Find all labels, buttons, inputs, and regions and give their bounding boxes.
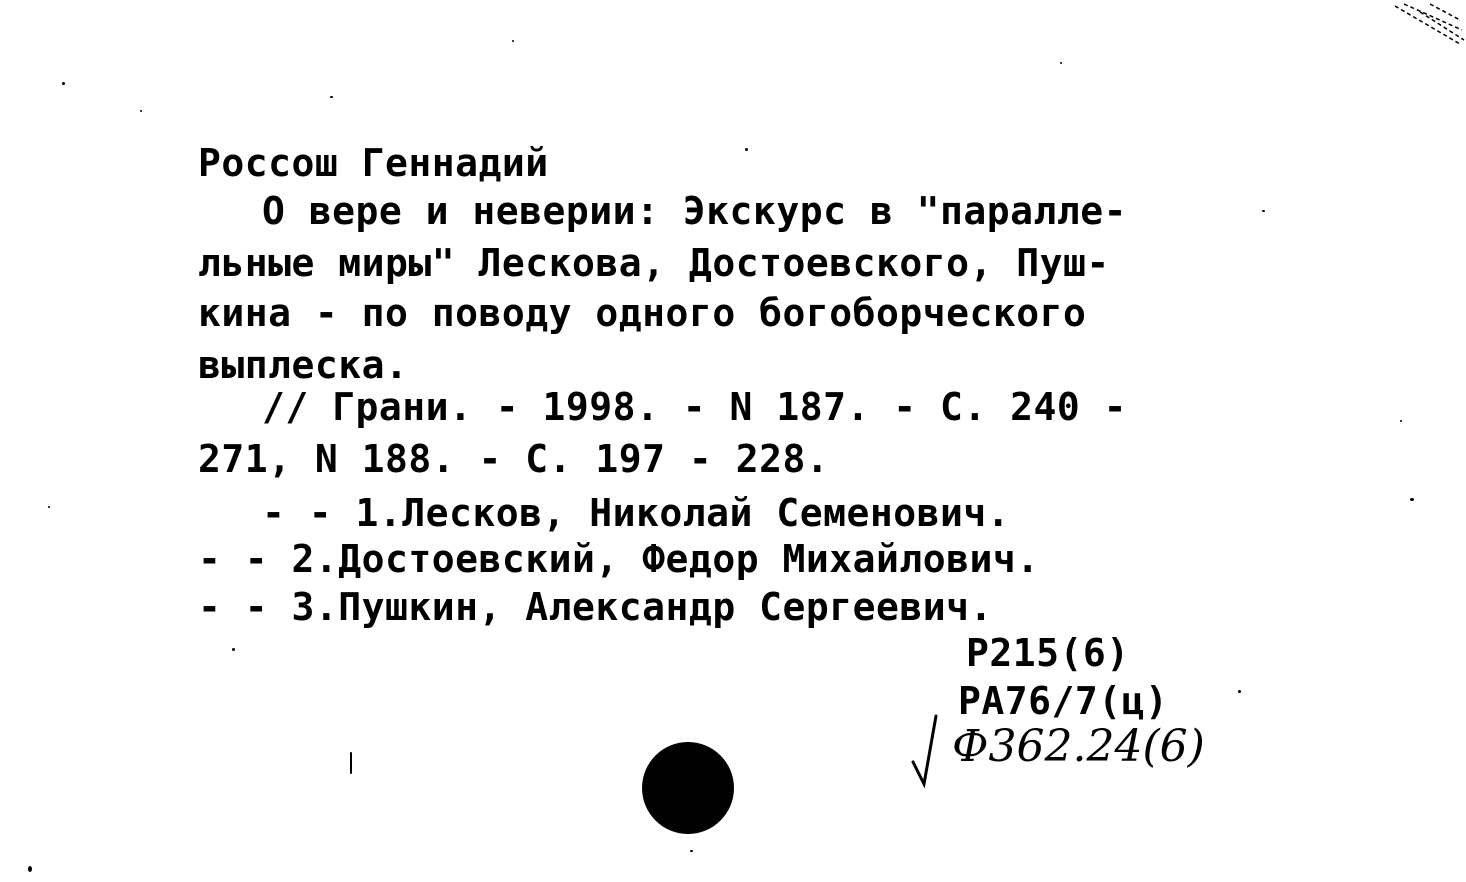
- handwritten-check-mark: [910, 712, 940, 788]
- dust-speck: [1410, 498, 1414, 501]
- dust-speck: [350, 752, 352, 774]
- dust-speck: [1238, 690, 1241, 693]
- title-line-1: О вере и неверии: Экскурс в "паралле-: [262, 189, 1127, 233]
- class-code-2: РА76/7(ц): [958, 679, 1169, 723]
- dust-speck: [1262, 210, 1265, 212]
- dust-speck: [48, 506, 50, 508]
- dust-speck: [512, 40, 514, 42]
- title-line-4: выплеска.: [198, 343, 409, 387]
- dust-speck: [62, 82, 65, 85]
- dust-speck: [690, 850, 693, 852]
- subject-line-1: - - 1.Лесков, Николай Семенович.: [262, 491, 1011, 535]
- dust-speck: [232, 648, 235, 651]
- card-punch-hole: [642, 742, 734, 834]
- subject-line-3: - - 3.Пушкин, Александр Сергеевич.: [198, 585, 993, 629]
- source-line-1: // Грани. - 1998. - N 187. - С. 240 -: [262, 385, 1127, 429]
- dust-speck: [745, 148, 748, 151]
- subject-line-2: - - 2.Достоевский, Федор Михайлович.: [198, 537, 1040, 581]
- scan-scratch-mark: [1390, 0, 1466, 50]
- handwritten-shelf-code: Ф362.24(6): [952, 721, 1205, 772]
- dust-speck: [1400, 420, 1402, 422]
- title-line-3: кина - по поводу одного богоборческого: [198, 291, 1087, 335]
- dust-speck: [330, 96, 333, 98]
- dust-speck: [140, 110, 142, 112]
- source-line-2: 271, N 188. - С. 197 - 228.: [198, 437, 830, 481]
- dust-speck: [1060, 62, 1062, 64]
- dust-speck: [28, 866, 32, 872]
- class-code-1: Р215(6): [966, 631, 1130, 675]
- author-heading: Россош Геннадий: [198, 141, 549, 185]
- title-line-2: льные миры" Лескова, Достоевского, Пуш-: [198, 241, 1110, 285]
